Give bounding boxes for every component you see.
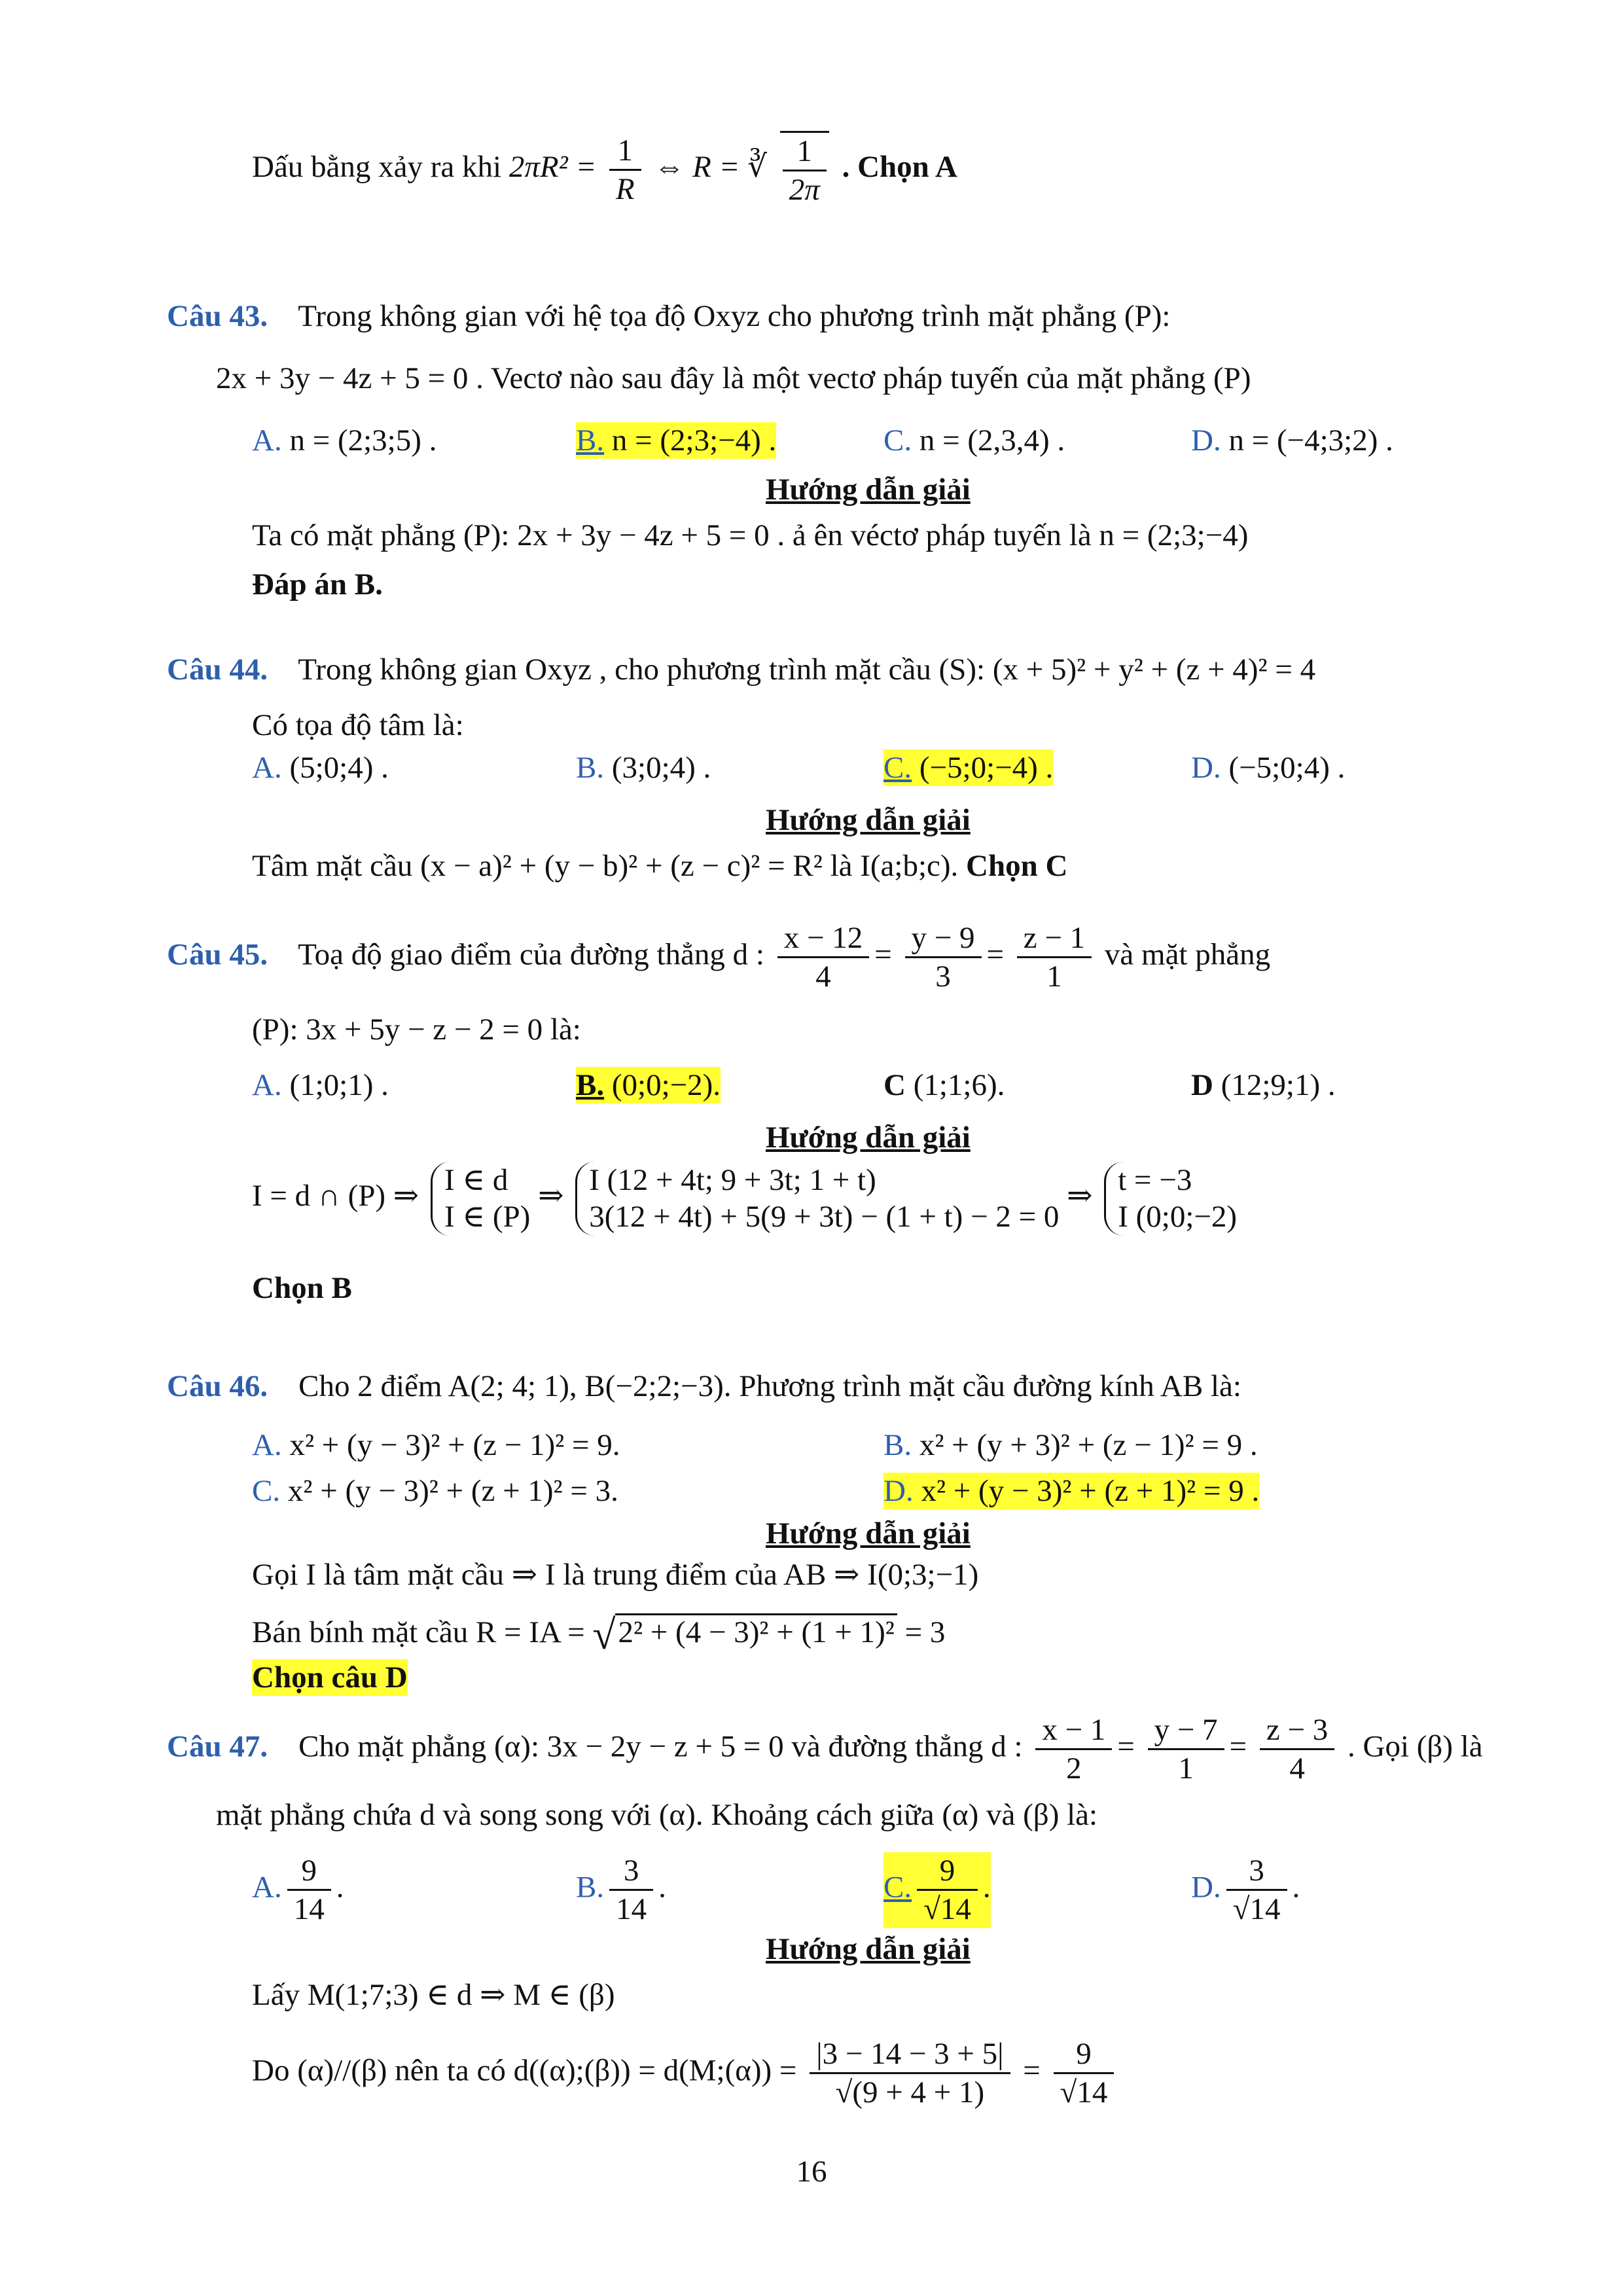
q47-solution-2: Do (α)//(β) nên ta có d((α);(β)) = d(M;(α)) = $\frac{|3 - 14 - 3 + 5|}{√(9 + 4 + 1)}$ = $\frac{9}{√14}$ [252, 2036, 1119, 2111]
q44-number: Câu 44. [167, 653, 268, 687]
q47-stem-pre: Cho mặt phẳng (α): 3x − 2y − z + 5 = 0 và đường thẳng d : [298, 1729, 1023, 1764]
q45-option-a: A. (1;0;1) . [252, 1068, 389, 1102]
q45-option-d: D (12;9;1) . [1191, 1068, 1336, 1102]
q47-fraction-z: $\frac{z - 3}{4}$ [1260, 1712, 1334, 1787]
q44-option-b: B. (3;0;4) . [576, 751, 711, 785]
page-number: 16 [796, 2155, 827, 2189]
q47-guide-heading: Hướng dẫn giải [766, 1932, 971, 1966]
q47-solution-1: Lấy M(1;7;3) ∈ d ⇒ M ∈ (β) [252, 1978, 615, 2012]
q47-option-b: B. $\frac{3}{14}$ . [576, 1854, 666, 1927]
q47-distance-fraction: $\frac{|3 - 14 - 3 + 5|}{√(9 + 4 + 1)}$ [810, 2036, 1010, 2111]
q43-line2: 2x + 3y − 4z + 5 = 0 . Vectơ nào sau đây là một vectơ pháp tuyến của mặt phẳng (P) [216, 361, 1251, 395]
top-equality-line [252, 131, 957, 209]
q45-solution-system: I = d ∩ (P) ⇒ I ∈ d I ∈ (P) ⇒ I (12 + 4t; 9 + 3t; 1 + t) 3(12 + 4t) + 5(9 + 3t) − (1 + t) − 2 = 0 ⇒ t = −3 I (0;0;−2) [252, 1162, 1237, 1236]
q44-line1 [167, 651, 1315, 688]
q45-line1: Câu 45. Toạ độ giao điểm của đường thẳng d : $\frac{x - 12}{4}$ = $\frac{y - 9}{3}$ = $\frac{z - 1}{1}$ và mặt phẳng [167, 920, 1270, 996]
top-fraction: $\frac{1}{R}$ [609, 132, 641, 208]
q45-stem-post: và mặt phẳng [1104, 937, 1271, 972]
q46-answer: Chọn câu D [252, 1659, 408, 1696]
q46-radicand: 2² + (4 − 3)² + (1 + 1)² [615, 1613, 897, 1649]
q47-line1: Câu 47. Cho mặt phẳng (α): 3x − 2y − z + 5 = 0 và đường thẳng d : $\frac{x - 1}{2}$ = $\frac{y - 7}{1}$ = $\frac{z - 3}{4}$ . Gọi (β) là [167, 1712, 1483, 1787]
q46-stem-1: Cho 2 điểm A(2; 4; 1), B(−2;2;−3). Phương trình mặt cầu đường kính AB là: [298, 1369, 1241, 1403]
q43-option-c: C. n = (2,3,4) . [883, 423, 1065, 457]
q47-fraction-x: $\frac{x - 1}{2}$ [1035, 1712, 1112, 1787]
q46-solution-1: Gọi I là tâm mặt cầu ⇒ I là trung điểm của AB ⇒ I(0;3;−1) [252, 1558, 979, 1592]
top-mid: ⇔ R = ∛ [654, 150, 768, 185]
q47-result-fraction: $\frac{9}{√14}$ [1054, 2036, 1115, 2111]
q47-option-a: A. $\frac{9}{14}$ . [252, 1854, 344, 1927]
q44-solution: Tâm mặt cầu (x − a)² + (y − b)² + (z − c)² = R² là I(a;b;c). Chọn C [252, 849, 1068, 883]
q45-system-2: I (12 + 4t; 9 + 3t; 1 + t) 3(12 + 4t) + 5(9 + 3t) − (1 + t) − 2 = 0 [575, 1162, 1059, 1236]
q46-option-d: D. x² + (y − 3)² + (z + 1)² = 9 . [883, 1473, 1259, 1509]
q43-answer: Đáp án B. [252, 567, 383, 601]
top-lhs: 2πR² = [508, 150, 604, 185]
q44-option-a: A. (5;0;4) . [252, 751, 389, 785]
q45-guide-heading: Hướng dẫn giải [766, 1121, 971, 1155]
q47-option-c: C. $\frac{9}{√14}$ . [883, 1852, 991, 1928]
q45-fraction-y: $\frac{y - 9}{3}$ [905, 920, 982, 996]
q47-fraction-y: $\frac{y - 7}{1}$ [1148, 1712, 1224, 1787]
q43-line1 [167, 298, 1170, 334]
q43-option-d: D. n = (−4;3;2) . [1191, 423, 1393, 457]
q43-guide-heading: Hướng dẫn giải [766, 473, 971, 507]
q46-number: Câu 46. [167, 1369, 268, 1403]
q43-option-b: B. n = (2;3;−4) . [576, 422, 776, 459]
top-root-fraction: $\frac{1}{2\pi}$ [780, 131, 829, 209]
q45-answer: Chọn B [252, 1271, 352, 1305]
q45-option-b: B. (0;0;−2). [576, 1067, 721, 1103]
q46-guide-heading: Hướng dẫn giải [766, 1516, 971, 1551]
q45-sol-lhs: I = d ∩ (P) ⇒ [252, 1179, 419, 1213]
q45-system-1: I ∈ d I ∈ (P) [431, 1162, 530, 1236]
q46-option-a: A. x² + (y − 3)² + (z − 1)² = 9. [252, 1428, 620, 1462]
q44-line2: Có tọa độ tâm là: [252, 708, 464, 742]
q44-option-c: C. (−5;0;−4) . [883, 749, 1053, 786]
q46-line1 [167, 1368, 1241, 1405]
q46-solution-2: Bán bính mặt cầu R = IA = √2² + (4 − 3)² + (1 + 1)² = 3 [252, 1611, 946, 1658]
q43-stem-1: Trong không gian với hệ tọa độ Oxyz cho phương trình mặt phẳng (P): [298, 299, 1171, 333]
q47-line2: mặt phẳng chứa d và song song với (α). Khoảng cách giữa (α) và (β) là: [216, 1798, 1098, 1832]
q46-option-b: B. x² + (y + 3)² + (z − 1)² = 9 . [883, 1428, 1258, 1462]
q45-fraction-x: $\frac{x - 12}{4}$ [777, 920, 870, 996]
q43-number: Câu 43. [167, 299, 268, 333]
q45-system-3: t = −3 I (0;0;−2) [1104, 1162, 1237, 1236]
q44-option-d: D. (−5;0;4) . [1191, 751, 1346, 785]
q45-stem-pre: Toạ độ giao điểm của đường thẳng d : [298, 937, 764, 972]
q47-option-d: D. $\frac{3}{√14}$ . [1191, 1854, 1300, 1927]
q46-option-c: C. x² + (y − 3)² + (z + 1)² = 3. [252, 1474, 618, 1508]
q44-stem-1: Trong không gian Oxyz , cho phương trình mặt cầu (S): (x + 5)² + y² + (z + 4)² = 4 [298, 653, 1316, 687]
q45-number: Câu 45. [167, 937, 268, 972]
q43-solution: Ta có mặt phẳng (P): 2x + 3y − 4z + 5 = 0 . ả ên véctơ pháp tuyến là n = (2;3;−4) [252, 518, 1249, 552]
q44-guide-heading: Hướng dẫn giải [766, 803, 971, 837]
q47-stem-post: . Gọi (β) là [1347, 1729, 1483, 1764]
q45-fraction-z: $\frac{z - 1}{1}$ [1017, 920, 1092, 996]
q47-number: Câu 47. [167, 1729, 268, 1764]
q45-line2: (P): 3x + 5y − z − 2 = 0 là: [252, 1013, 581, 1047]
top-suffix: . Chọn A [842, 150, 957, 185]
q45-option-c: C (1;1;6). [883, 1068, 1005, 1102]
q43-option-a: A. n = (2;3;5) . [252, 423, 437, 457]
top-prefix: Dấu bằng xảy ra khi [252, 150, 509, 185]
